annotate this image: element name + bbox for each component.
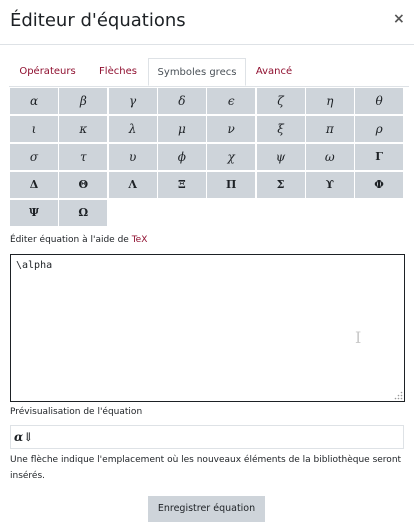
save-equation-button[interactable]: Enregistrer équation (148, 496, 265, 522)
greek-symbol-button[interactable]: Δ (10, 172, 58, 198)
greek-symbol-button[interactable]: χ (207, 144, 255, 170)
greek-symbol-button[interactable]: ν (207, 116, 255, 142)
greek-symbol-button[interactable]: λ (109, 116, 157, 142)
greek-symbol-button[interactable]: ψ (257, 144, 305, 170)
greek-symbol-button[interactable]: Ψ (10, 200, 58, 226)
equation-preview (10, 425, 404, 449)
preview-symbol: α (14, 430, 24, 444)
greek-symbol-button[interactable]: ρ (355, 116, 403, 142)
tex-label-text: Éditer équation à l'aide de (10, 235, 132, 245)
greek-symbol-button[interactable]: μ (158, 116, 206, 142)
tab-fleches[interactable]: Flèches (99, 66, 137, 77)
preview-label: Prévisualisation de l'équation (10, 407, 143, 417)
greek-symbol-button[interactable]: Π (207, 172, 255, 198)
greek-symbol-button[interactable]: α (10, 88, 58, 114)
text-cursor-icon: I (355, 328, 362, 347)
tab-bar (9, 58, 409, 87)
tab-symboles-grecs[interactable]: Symboles grecs (148, 58, 246, 86)
greek-symbol-button[interactable]: Ω (59, 200, 107, 226)
greek-symbol-button[interactable]: Σ (257, 172, 305, 198)
greek-symbol-button[interactable]: ϒ (306, 172, 354, 198)
greek-symbol-button[interactable]: ω (306, 144, 354, 170)
tex-editor-label (10, 235, 147, 245)
insert-arrow-icon: ⇓ (23, 430, 34, 444)
greek-symbol-button[interactable]: θ (355, 88, 403, 114)
greek-symbol-button[interactable]: β (59, 88, 107, 114)
greek-symbol-button[interactable]: Ξ (158, 172, 206, 198)
greek-symbol-button[interactable]: Θ (59, 172, 107, 198)
greek-symbol-button[interactable]: γ (109, 88, 157, 114)
resize-handle-icon[interactable] (394, 391, 403, 400)
greek-symbol-button[interactable]: δ (158, 88, 206, 114)
greek-symbol-button[interactable]: ϵ (207, 88, 255, 114)
tab-avance[interactable]: Avancé (255, 66, 293, 77)
greek-symbol-button[interactable]: π (306, 116, 354, 142)
tab-operateurs[interactable]: Opérateurs (19, 66, 76, 77)
greek-symbol-button[interactable]: Γ (355, 144, 403, 170)
dialog-header (0, 0, 414, 45)
greek-symbol-button[interactable]: ζ (257, 88, 305, 114)
greek-symbol-button[interactable]: σ (10, 144, 58, 170)
greek-symbol-button[interactable]: κ (59, 116, 107, 142)
help-text: Une flèche indique l'emplacement où les nouveaux éléments de la bibliothèque seront insérés. (10, 455, 402, 481)
tex-link[interactable]: TeX (131, 235, 148, 245)
greek-symbol-button[interactable]: τ (59, 144, 107, 170)
greek-symbol-button[interactable]: υ (109, 144, 157, 170)
greek-symbol-button[interactable]: Φ (355, 172, 403, 198)
close-icon[interactable]: × (393, 11, 405, 27)
equation-textarea[interactable]: \alpha (10, 254, 405, 402)
dialog-title: Éditeur d'équations (10, 10, 186, 31)
greek-symbol-button[interactable]: η (306, 88, 354, 114)
greek-symbol-button[interactable]: ι (10, 116, 58, 142)
greek-symbol-button[interactable]: Λ (109, 172, 157, 198)
greek-symbol-button[interactable]: ϕ (158, 144, 206, 170)
greek-symbol-button[interactable]: ξ (257, 116, 305, 142)
greek-symbol-grid (10, 88, 404, 228)
